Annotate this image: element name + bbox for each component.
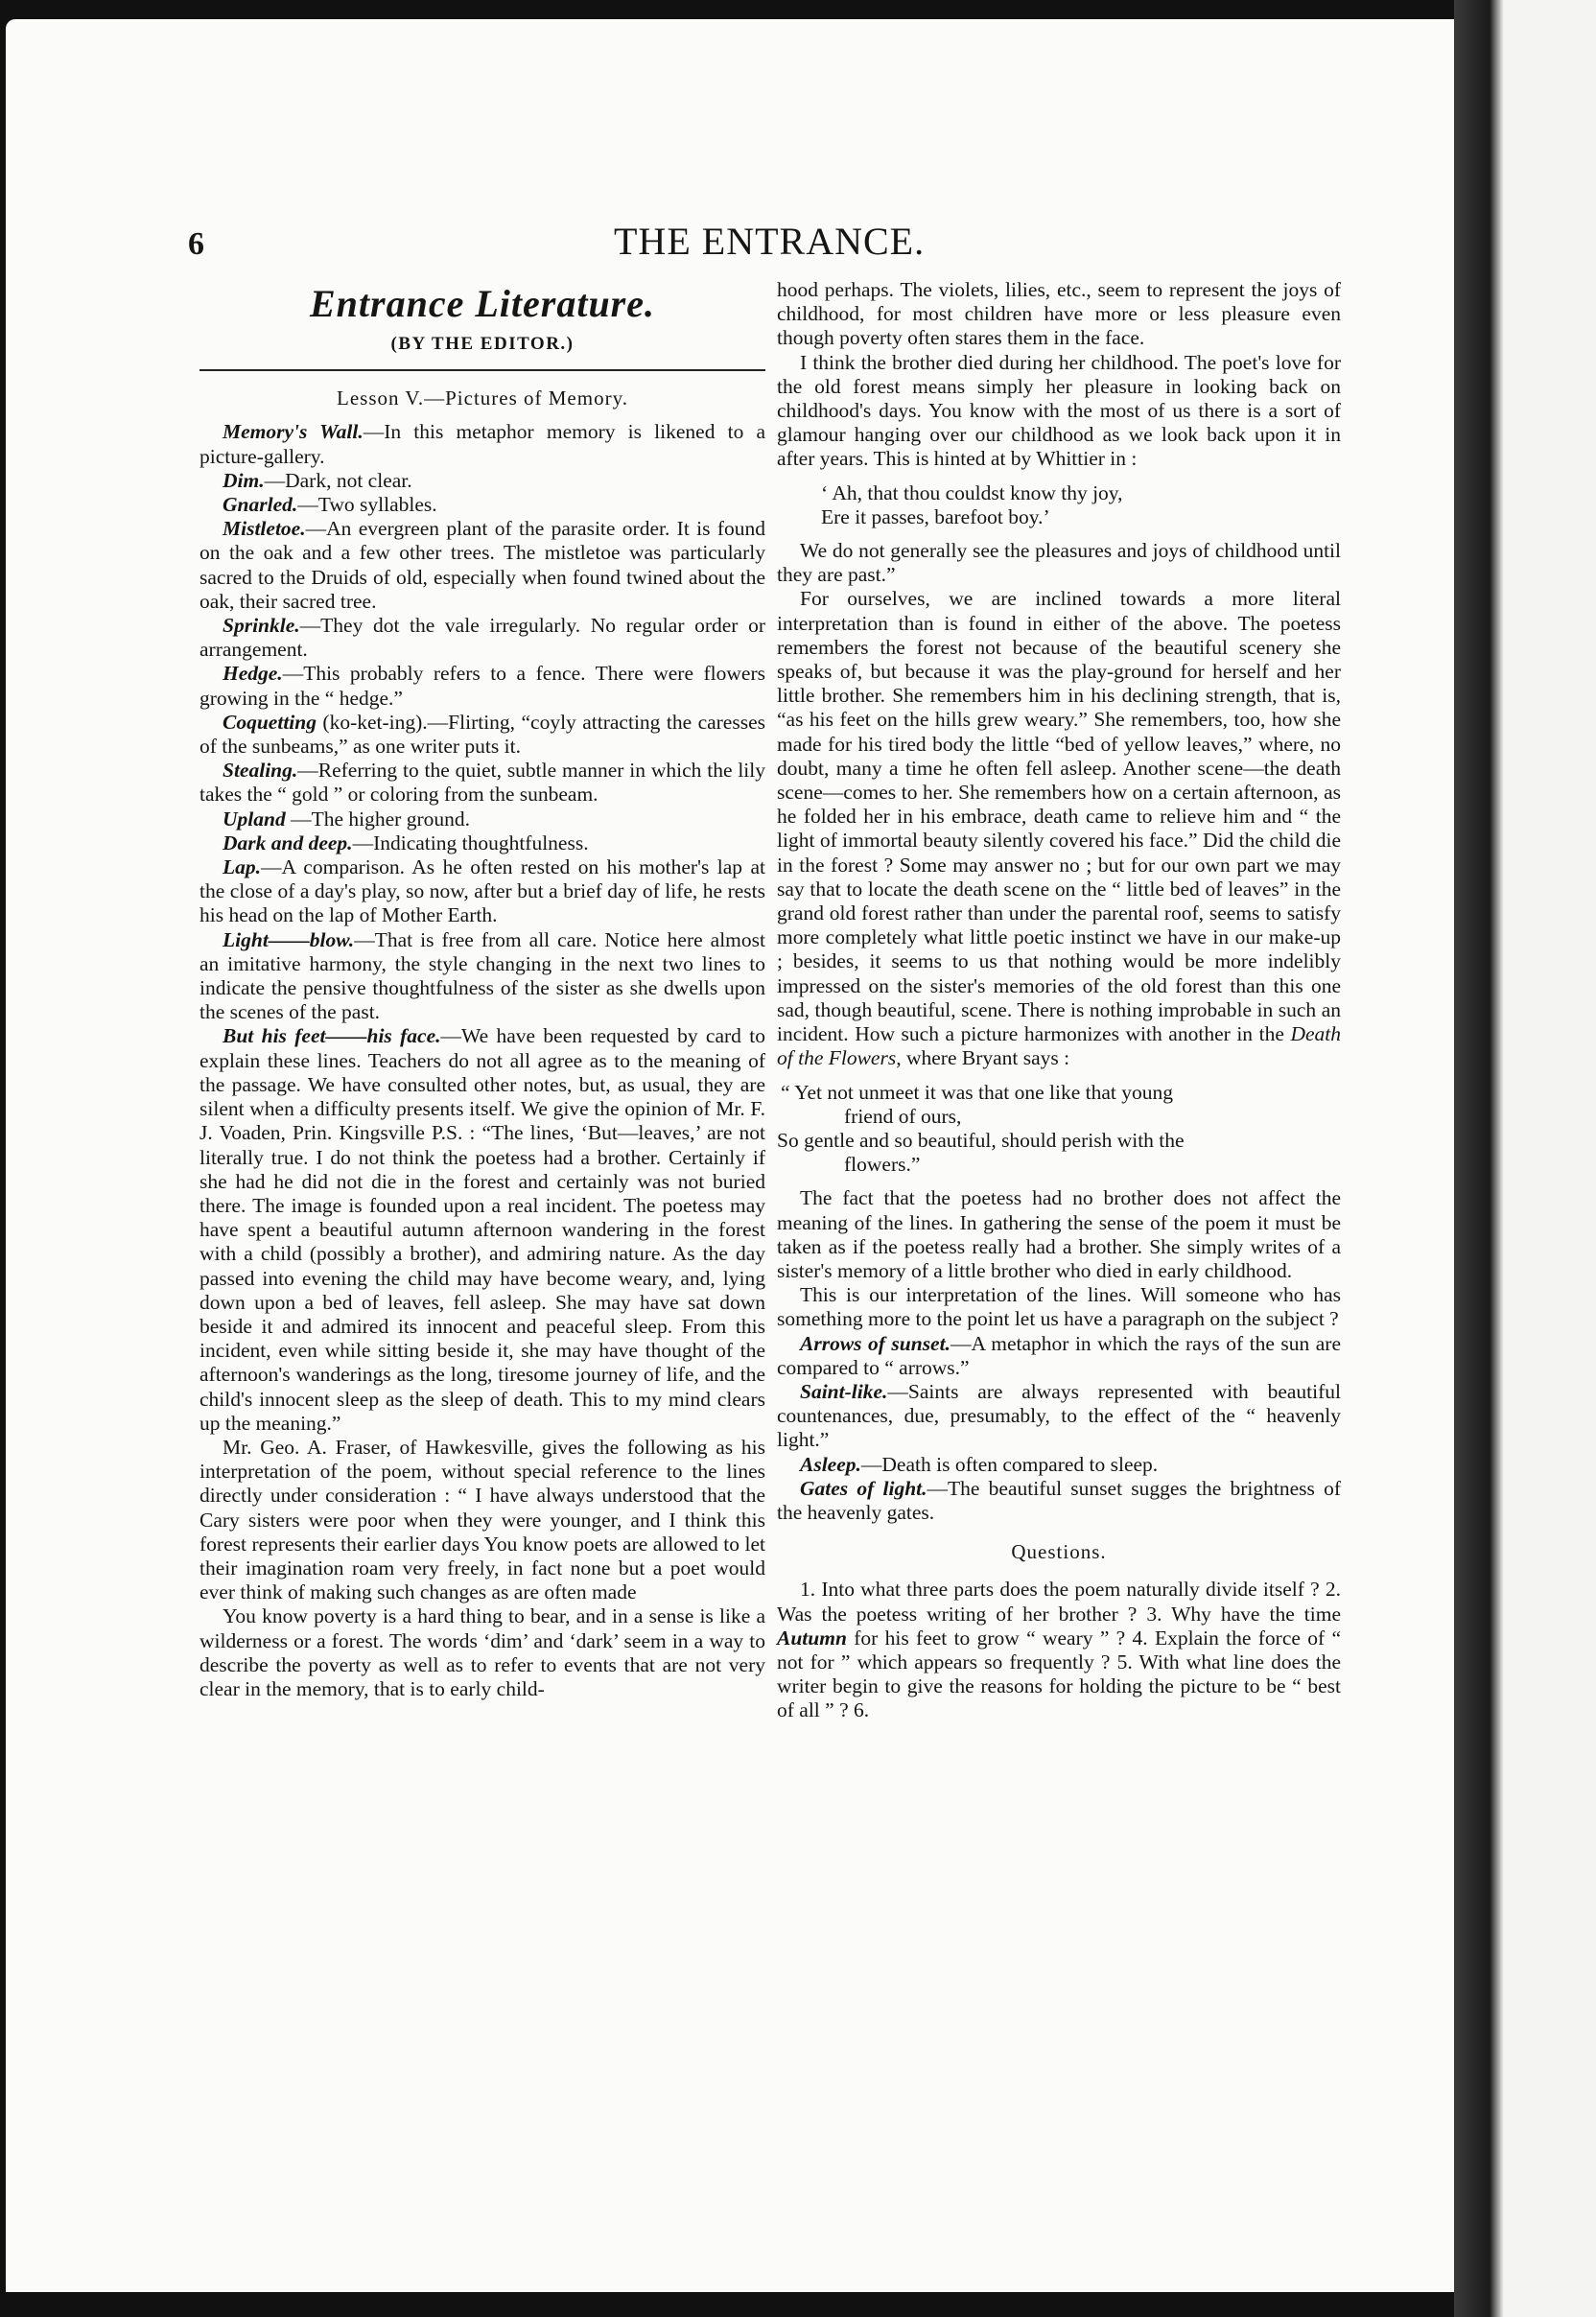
verse-line: ‘ Ah, that thou couldst know thy joy, [821, 480, 1123, 504]
gloss-term: Arrows of sunset. [800, 1331, 951, 1355]
gloss-paragraph [777, 1332, 1341, 1380]
gloss-text: —Dark, not clear. [264, 468, 412, 492]
poem-title: Death of the Flowers, [777, 1022, 1341, 1070]
gloss-text: —This probably refers to a fence. There were flowers growing in the “ hedge.” [200, 662, 765, 710]
body-paragraph: We do not generally see the pleasures and joys of childhood until they are past.” [777, 539, 1341, 587]
lesson-title: Lesson V.—Pictures of Memory. [337, 386, 628, 410]
gloss-term: Upland [223, 807, 286, 831]
gloss-paragraph [200, 759, 765, 807]
verse-line: “ Yet not unmeet it was that one like that young [781, 1080, 1174, 1104]
byline: (BY THE EDITOR.) [390, 334, 575, 354]
page-number: 6 [188, 226, 204, 262]
gloss-term: Lap. [223, 855, 262, 879]
gloss-term: Memory's Wall. [223, 420, 364, 444]
gloss-term: Mistletoe. [223, 517, 306, 541]
questions-heading: Questions. [1011, 1540, 1107, 1564]
gloss-paragraph [200, 831, 765, 855]
body-text: where Bryant says : [901, 1046, 1070, 1070]
gloss-term: Gates of light. [800, 1476, 927, 1500]
gloss-text: (ko-ket-ing).—Flirting, “coyly attracting the caresses of the sunbeams,” as one writer puts it. [200, 710, 765, 759]
body-paragraph [200, 1604, 765, 1701]
body-paragraph: This is our interpretation of the lines. Will someone who has something more to the point let us have a paragraph on the subject ? [777, 1283, 1341, 1331]
right-column [777, 278, 1341, 1723]
body-text: You know poverty is a hard thing to bear, and in a sense is like a wilderness or a forest. The words ‘dim’ and ‘dark’ seem in a way to describe the poverty as well as to refer to events that are not very clear in the memory, that is to early child- [200, 1604, 765, 1700]
gloss-text: —That is free from all care. Notice here almost an imitative harmony, the style changing in the next two lines to indicate the pensive thoughtfulness of the sister as she dwells upon the scenes of the past. [200, 927, 765, 1024]
gloss-text: —The beautiful sunset sugges the brightness of the heavenly gates. [777, 1476, 1341, 1524]
body-paragraph: I think the brother died during her childhood. The poet's love for the old forest means simply her pleasure in looking back on childhood's days. You know with the most of us there is a sort of glamour hanging over our childhood as we look back upon it in after years. This is hinted at by Whittier in : [777, 350, 1341, 471]
gloss-term: Asleep. [800, 1452, 861, 1476]
article-title: Entrance Literature. [309, 282, 656, 325]
gloss-text: —Referring to the quiet, subtle manner in which the lily takes the “ gold ” or coloring from the sunbeam. [200, 759, 765, 807]
gloss-paragraph [200, 928, 765, 1025]
gloss-paragraph [200, 493, 765, 517]
body-paragraph [777, 587, 1341, 1070]
gloss-term: Hedge. [223, 662, 283, 686]
gloss-text: —We have been requested by card to explain these lines. Teachers do not all agree as to the meaning of the passage. We have consulted other notes, but, as usual, they are silent when a difficulty presents itself. We give the opinion of Mr. F. J. Voaden, Prin. Kingsville P.S. : “The lines, ‘But—leaves,’ are not literally true. I do not think the poetess had a brother. Certainly if she had he did not die in the forest and certainly was not buried there. The image is founded upon a real incident. The poetess may have spent a beautiful autumn afternoon wandering in the forest with a child (possibly a brother), and admiring nature. As the day passed into evening the child may have become weary, and, lying down upon a bed of leaves, fell asleep. She may have sat down beside it and admired its innocent and peaceful sleep. From this incident, even while sitting beside it, she may have thought of the afternoon's wanderings as the long, tiresome journey of life, and the child's innocent sleep as the sleep of death. This to my mind clears up the meaning.” [200, 1024, 765, 1435]
question-term: Autumn [777, 1626, 847, 1650]
gloss-paragraph [200, 711, 765, 759]
gloss-paragraph [200, 662, 765, 710]
gloss-paragraph [200, 420, 765, 468]
gloss-term: Gnarled. [223, 493, 298, 517]
question-text: for his feet to grow “ weary ” ? 4. Explain the force of “ not for ” which appears so frequently ? 5. With what line does the writer begin to give the reasons for holding the picture to be “ best of all ” ? 6. [777, 1626, 1341, 1722]
verse-line: flowers.” [844, 1153, 921, 1177]
gloss-term: Coquetting [223, 710, 317, 734]
gloss-term: Saint-like. [800, 1379, 888, 1403]
gloss-paragraph [200, 855, 765, 928]
gloss-term: Light——blow. [223, 927, 355, 951]
title-rule [200, 369, 765, 371]
gloss-paragraph [200, 469, 765, 493]
body-paragraph: hood perhaps. The violets, lilies, etc., seem to represent the joys of childhood, for most children have more or less pleasure even though poverty often stares them in the face. [777, 278, 1341, 350]
gloss-text: —Saints are always represented with beautiful countenances, due, presumably, to the effect of the “ heavenly light.” [777, 1379, 1341, 1452]
gloss-paragraph [200, 807, 765, 831]
gloss-text: —Indicating thoughtfulness. [352, 831, 589, 854]
gloss-text: —In this metaphor memory is likened to a picture-gallery. [200, 420, 766, 468]
gloss-paragraph [200, 517, 765, 614]
gloss-paragraph [777, 1453, 1341, 1477]
gloss-text: —A comparison. As he often rested on his mother's lap at the close of a day's play, so now, after but a brief day of life, he rests his head on the lap of Mother Earth. [200, 855, 765, 927]
gloss-term: Dim. [223, 468, 265, 492]
gloss-term: But his feet——his face. [223, 1024, 441, 1048]
gloss-paragraph [777, 1380, 1341, 1453]
body-text: For ourselves, we are inclined towards a more literal interpretation than is found in either of the above. The poetess remembers the forest not because of the beautiful scenery she speaks of, but because it was the play-ground for herself and her little brother. She remembers him in his declining strength, that is, “as his feet on the hills grew weary.” She remembers, too, how she made for his tired body the little “bed of yellow leaves,” where, no doubt, many a time he often fell asleep. Another scene—the death scene—comes to her. She remembers how on a certain afternoon, as he folded her in his embrace, death came to relieve him and “ the light of immortal beauty silently covered his face.” Did the child die in the forest ? Some may answer no ; but for our own part we may say that to locate the death scene on the “ little bed of leaves” in the grand old forest rather than under the parental roof, seems to satisfy more completely what little poetic instinct we have in our make-up ; besides, it seems to us that nothing would be more indelibly impressed on the sister's memories of the old forest than this one sad, though beautiful, scene. There is nothing improbable in such an incident. How such a picture harmonizes with another in the [777, 587, 1341, 1046]
running-head: THE ENTRANCE. [614, 220, 926, 263]
gloss-paragraph [200, 614, 765, 662]
page-edge [1454, 0, 1596, 2317]
gloss-text: —Two syllables. [297, 493, 437, 517]
questions-paragraph [777, 1578, 1341, 1722]
body-text: Mr. Geo. A. Fraser, of Hawkesville, gives the following as his interpretation of the poem, without special reference to the lines directly under consideration : “ I have always understood that the Cary sisters were poor when they were younger, and I think this forest represents their earlier days You know poets are allowed to let their imagination roam very freely, in fact none but a poet would ever think of making such changes as are often made [200, 1435, 765, 1604]
gloss-paragraph [200, 1024, 765, 1435]
gloss-text: —Death is often compared to sleep. [860, 1452, 1159, 1476]
verse-line: friend of ours, [844, 1104, 962, 1128]
verse-line: So gentle and so beautiful, should perish with the [777, 1128, 1185, 1152]
verse-quote [777, 1081, 1341, 1178]
gloss-term: Sprinkle. [223, 614, 300, 638]
verse-quote [777, 481, 1341, 529]
verse-line: Ere it passes, barefoot boy.’ [821, 504, 1050, 528]
gloss-paragraph [777, 1477, 1341, 1525]
gloss-text: —A metaphor in which the rays of the sun are compared to “ arrows.” [777, 1331, 1341, 1379]
question-text: 1. Into what three parts does the poem naturally divide itself ? 2. Was the poetess writing of her brother ? 3. Why have the time [777, 1578, 1341, 1626]
gloss-text: —An evergreen plant of the parasite order. It is found on the oak and a few other trees. The mistletoe was particularly sacred to the Druids of old, especially when found twined about the oak, their sacred tree. [200, 517, 765, 613]
gloss-term: Stealing. [223, 759, 298, 783]
gloss-text: —The higher ground. [285, 807, 470, 831]
gloss-text: —They dot the vale irregularly. No regular order or arrangement. [200, 614, 765, 662]
left-column [200, 278, 765, 1701]
gloss-term: Dark and deep. [223, 831, 353, 854]
body-paragraph: The fact that the poetess had no brother does not affect the meaning of the lines. In gathering the sense of the poem it must be taken as if the poetess really had a brother. She simply writes of a sister's memory of a little brother who died in early childhood. [777, 1186, 1341, 1282]
body-paragraph [200, 1436, 765, 1604]
